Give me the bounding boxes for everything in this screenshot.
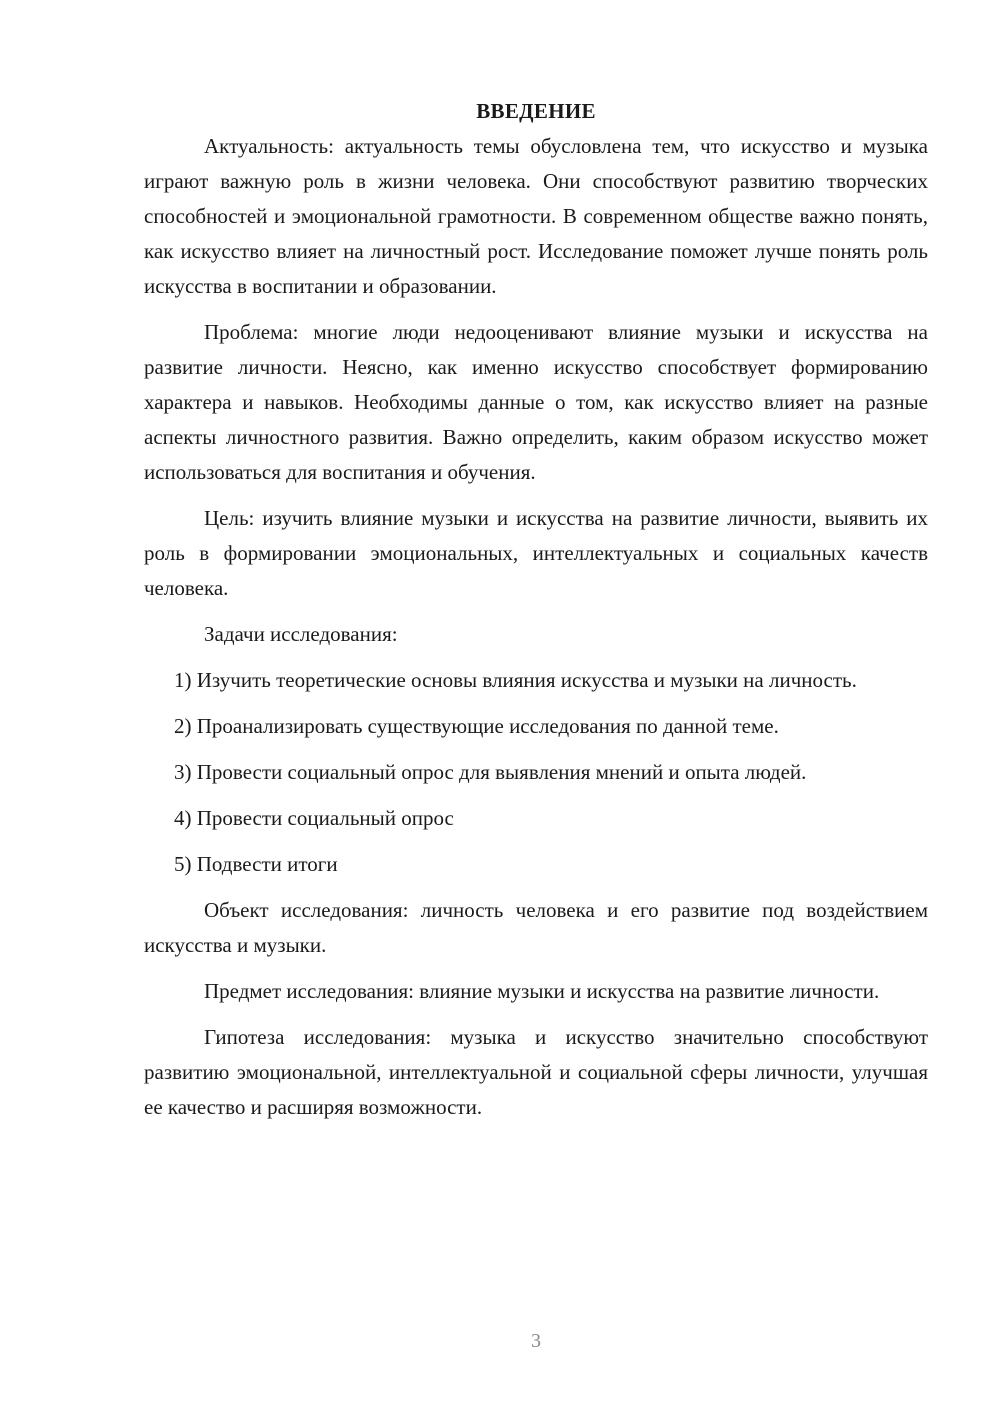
task-item-4: 4) Провести социальный опрос (174, 806, 454, 830)
paragraph-problem: Проблема: многие люди недооценивают влияние музыки и искусства на развитие личности. Неясно, как именно искусство способствует формированию характера и навыков. Необходимы данные о том, как искусство влияет на разные аспекты личностного развития. Важно определить, каким образом искусство может использоваться для воспитания и обучения. (144, 320, 928, 484)
document-page (144, 94, 928, 1136)
task-item-1: 1) Изучить теоретические основы влияния искусства и музыки на личность. (174, 668, 857, 692)
paragraph-subject: Предмет исследования: влияние музыки и искусства на развитие личности. (204, 979, 880, 1003)
task-item-3: 3) Провести социальный опрос для выявления мнений и опыта людей. (174, 760, 807, 784)
page-number: 3 (531, 1330, 541, 1352)
paragraph-goal: Цель: изучить влияние музыки и искусства на развитие личности, выявить их роль в формировании эмоциональных, интеллектуальных и социальных качеств человека. (144, 506, 928, 600)
paragraph-object: Объект исследования: личность человека и его развитие под воздействием искусства и музыки. (144, 898, 928, 957)
paragraph-hypothesis: Гипотеза исследования: музыка и искусство значительно способствуют развитию эмоциональной, интеллектуальной и социальной сферы личности, улучшая ее качество и расширяя возможности. (144, 1025, 928, 1119)
section-heading: ВВЕДЕНИЕ (476, 99, 596, 123)
task-item-2: 2) Проанализировать существующие исследования по данной теме. (174, 714, 779, 738)
paragraph-relevance: Актуальность: актуальность темы обусловлена тем, что искусство и музыка играют важную роль в жизни человека. Они способствуют развитию творческих способностей и эмоциональной грамотности. В современном обществе важно понять, как искусство влияет на личностный рост. Исследование поможет лучше понять роль искусства в воспитании и образовании. (144, 134, 928, 298)
paragraph-tasks-title: Задачи исследования: (204, 622, 398, 646)
task-item-5: 5) Подвести итоги (174, 852, 338, 876)
